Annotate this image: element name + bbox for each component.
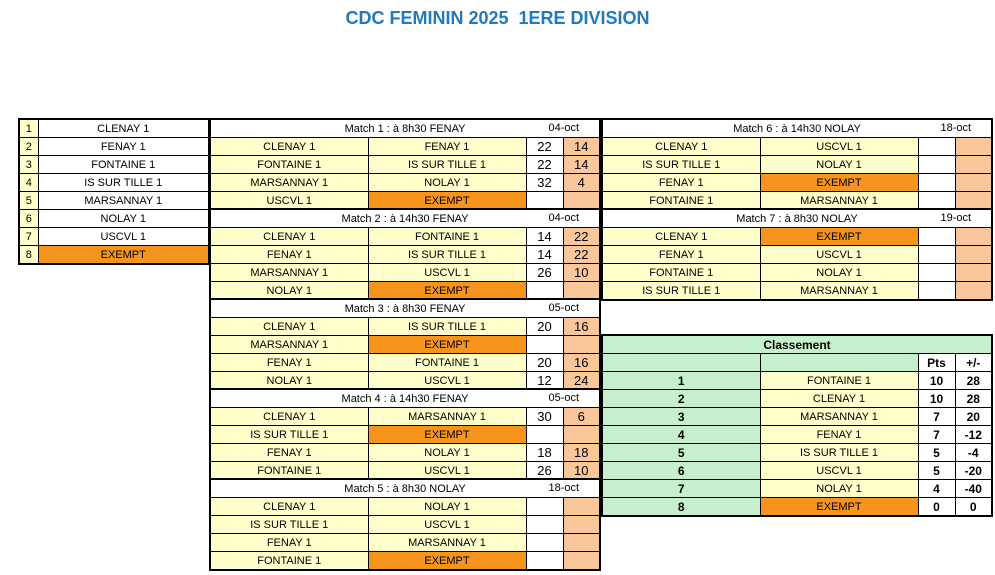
away-team: FENAY 1 xyxy=(368,138,526,156)
home-score xyxy=(918,228,955,246)
away-score xyxy=(955,246,992,264)
team-row xyxy=(19,246,209,265)
away-score: 24 xyxy=(563,372,600,391)
home-score xyxy=(918,246,955,264)
home-score xyxy=(918,264,955,282)
home-team: IS SUR TILLE 1 xyxy=(210,426,368,444)
away-team: EXEMPT xyxy=(760,174,918,192)
standings-header-diff: +/- xyxy=(955,354,992,372)
away-score xyxy=(955,156,992,174)
team-row xyxy=(19,138,209,156)
away-team: EXEMPT xyxy=(368,426,526,444)
away-team: EXEMPT xyxy=(368,336,526,354)
home-team: USCVL 1 xyxy=(210,192,368,211)
game-row xyxy=(602,264,992,282)
home-team: FENAY 1 xyxy=(210,354,368,372)
away-score: 10 xyxy=(563,264,600,282)
away-team: NOLAY 1 xyxy=(760,264,918,282)
away-team: MARSANNAY 1 xyxy=(368,408,526,426)
match-date: 04-oct xyxy=(548,212,580,224)
away-score: 14 xyxy=(563,156,600,174)
home-score xyxy=(526,426,563,444)
match-header xyxy=(602,209,992,228)
team-name: USCVL 1 xyxy=(38,228,209,246)
away-team: MARSANNAY 1 xyxy=(760,282,918,301)
team-number: 3 xyxy=(19,156,38,174)
standings-row xyxy=(602,498,992,517)
standings-header-pts: Pts xyxy=(918,354,955,372)
standings-pts: 5 xyxy=(918,462,955,480)
home-team: MARSANNAY 1 xyxy=(210,336,368,354)
standings-row xyxy=(602,480,992,498)
home-score: 22 xyxy=(526,138,563,156)
away-team: USCVL 1 xyxy=(368,372,526,391)
game-row xyxy=(602,246,992,264)
match-table xyxy=(601,208,993,301)
standings-row xyxy=(602,444,992,462)
match-title: Match 7 : à 8h30 NOLAY xyxy=(736,212,858,225)
home-team: CLENAY 1 xyxy=(210,138,368,156)
team-row xyxy=(19,228,209,246)
home-score xyxy=(918,282,955,301)
home-score: 18 xyxy=(526,444,563,462)
standings-team: FENAY 1 xyxy=(760,426,918,444)
home-score: 20 xyxy=(526,354,563,372)
standings-row xyxy=(602,372,992,390)
home-score: 26 xyxy=(526,264,563,282)
page-title: CDC FEMININ 2025 1ERE DIVISION xyxy=(345,8,650,28)
home-score xyxy=(526,516,563,534)
standings-diff: 20 xyxy=(955,408,992,426)
home-team: FONTAINE 1 xyxy=(210,552,368,571)
standings-pts: 7 xyxy=(918,426,955,444)
away-team: USCVL 1 xyxy=(368,462,526,481)
standings-rank: 2 xyxy=(602,390,760,408)
standings-pts: 10 xyxy=(918,372,955,390)
team-row xyxy=(19,156,209,174)
match-date: 05-oct xyxy=(548,392,580,404)
game-row xyxy=(210,354,600,372)
home-score xyxy=(526,336,563,354)
standings-diff: -20 xyxy=(955,462,992,480)
standings-diff: -12 xyxy=(955,426,992,444)
match-header xyxy=(210,299,600,318)
home-score xyxy=(526,552,563,571)
team-number: 5 xyxy=(19,192,38,210)
game-row xyxy=(210,318,600,336)
standings-row xyxy=(602,408,992,426)
away-score: 14 xyxy=(563,138,600,156)
team-name: IS SUR TILLE 1 xyxy=(38,174,209,192)
standings-header-blank xyxy=(760,354,918,372)
home-team: CLENAY 1 xyxy=(210,318,368,336)
game-row xyxy=(210,534,600,552)
away-team: NOLAY 1 xyxy=(368,174,526,192)
away-score xyxy=(955,228,992,246)
standings-pts: 4 xyxy=(918,480,955,498)
away-score xyxy=(563,426,600,444)
game-row xyxy=(210,426,600,444)
away-score: 22 xyxy=(563,228,600,246)
match-date: 04-oct xyxy=(548,122,580,134)
match-title: Match 2 : à 14h30 FENAY xyxy=(341,212,469,225)
team-number: 2 xyxy=(19,138,38,156)
home-score: 20 xyxy=(526,318,563,336)
home-score: 30 xyxy=(526,408,563,426)
home-team: CLENAY 1 xyxy=(602,228,760,246)
away-score xyxy=(563,516,600,534)
away-team: MARSANNAY 1 xyxy=(368,534,526,552)
away-team: IS SUR TILLE 1 xyxy=(368,318,526,336)
away-score xyxy=(955,174,992,192)
game-row xyxy=(210,156,600,174)
team-number: 6 xyxy=(19,210,38,228)
away-team: IS SUR TILLE 1 xyxy=(368,246,526,264)
standings-diff: 0 xyxy=(955,498,992,517)
game-row xyxy=(210,228,600,246)
game-row xyxy=(210,264,600,282)
home-score: 26 xyxy=(526,462,563,481)
standings-team: NOLAY 1 xyxy=(760,480,918,498)
away-score: 4 xyxy=(563,174,600,192)
home-team: CLENAY 1 xyxy=(210,228,368,246)
game-row xyxy=(210,444,600,462)
team-number: 8 xyxy=(19,246,38,265)
standings-diff: -40 xyxy=(955,480,992,498)
match-title: Match 4 : à 14h30 FENAY xyxy=(341,392,469,405)
standings-title: Classement xyxy=(602,335,992,354)
team-name: FENAY 1 xyxy=(38,138,209,156)
standings-rank: 3 xyxy=(602,408,760,426)
home-team: IS SUR TILLE 1 xyxy=(210,516,368,534)
game-row xyxy=(210,516,600,534)
match-table xyxy=(209,298,601,391)
team-number: 7 xyxy=(19,228,38,246)
away-score: 6 xyxy=(563,408,600,426)
match-header xyxy=(210,389,600,408)
home-score xyxy=(918,156,955,174)
away-score xyxy=(563,534,600,552)
standings-diff: 28 xyxy=(955,390,992,408)
game-row xyxy=(210,138,600,156)
away-team: EXEMPT xyxy=(368,192,526,211)
standings-rank: 1 xyxy=(602,372,760,390)
match-title: Match 5 : à 8h30 NOLAY xyxy=(344,482,466,495)
home-score: 22 xyxy=(526,156,563,174)
home-team: FENAY 1 xyxy=(602,174,760,192)
match-table xyxy=(209,478,601,571)
away-score xyxy=(563,552,600,571)
match-table xyxy=(209,388,601,481)
away-score: 16 xyxy=(563,318,600,336)
away-team: NOLAY 1 xyxy=(760,156,918,174)
away-team: FONTAINE 1 xyxy=(368,354,526,372)
home-team: FENAY 1 xyxy=(210,444,368,462)
standings-pts: 0 xyxy=(918,498,955,517)
standings-team: CLENAY 1 xyxy=(760,390,918,408)
standings-pts: 5 xyxy=(918,444,955,462)
standings-header-blank xyxy=(602,354,760,372)
standings-row xyxy=(602,462,992,480)
game-row xyxy=(210,408,600,426)
home-team: FONTAINE 1 xyxy=(602,192,760,211)
team-list xyxy=(18,118,210,265)
standings-team: FONTAINE 1 xyxy=(760,372,918,390)
standings-table xyxy=(601,334,993,517)
home-team: CLENAY 1 xyxy=(602,138,760,156)
home-team: IS SUR TILLE 1 xyxy=(602,282,760,301)
away-team: EXEMPT xyxy=(368,282,526,301)
team-row xyxy=(19,119,209,138)
match-header xyxy=(602,119,992,138)
away-score xyxy=(563,498,600,516)
home-score xyxy=(526,498,563,516)
home-score: 12 xyxy=(526,372,563,391)
standings-row xyxy=(602,390,992,408)
home-team: FENAY 1 xyxy=(210,246,368,264)
standings-rank: 6 xyxy=(602,462,760,480)
match-header xyxy=(210,479,600,498)
match-date: 18-oct xyxy=(940,122,972,134)
home-team: MARSANNAY 1 xyxy=(210,264,368,282)
home-score xyxy=(918,174,955,192)
match-date: 05-oct xyxy=(548,302,580,314)
team-name: FONTAINE 1 xyxy=(38,156,209,174)
standings-team: MARSANNAY 1 xyxy=(760,408,918,426)
game-row xyxy=(602,156,992,174)
home-team: CLENAY 1 xyxy=(210,408,368,426)
standings-diff: -4 xyxy=(955,444,992,462)
away-score: 22 xyxy=(563,246,600,264)
standings-diff: 28 xyxy=(955,372,992,390)
game-row xyxy=(210,174,600,192)
away-score xyxy=(955,138,992,156)
standings-rank: 8 xyxy=(602,498,760,517)
match-title: Match 1 : à 8h30 FENAY xyxy=(344,122,466,135)
match-table xyxy=(209,118,601,211)
team-name: EXEMPT xyxy=(38,246,209,265)
match-table xyxy=(209,208,601,301)
team-row xyxy=(19,210,209,228)
away-score xyxy=(563,336,600,354)
home-team: CLENAY 1 xyxy=(210,498,368,516)
home-team: FONTAINE 1 xyxy=(210,462,368,481)
home-team: FENAY 1 xyxy=(210,534,368,552)
away-team: USCVL 1 xyxy=(760,246,918,264)
team-row xyxy=(19,192,209,210)
match-title: Match 6 : à 14h30 NOLAY xyxy=(733,122,861,135)
team-name: CLENAY 1 xyxy=(38,119,209,138)
game-row xyxy=(602,138,992,156)
home-team: FONTAINE 1 xyxy=(602,264,760,282)
home-score: 14 xyxy=(526,228,563,246)
standings-row xyxy=(602,426,992,444)
home-score: 32 xyxy=(526,174,563,192)
away-team: EXEMPT xyxy=(368,552,526,571)
home-score xyxy=(526,534,563,552)
away-team: USCVL 1 xyxy=(368,516,526,534)
home-team: IS SUR TILLE 1 xyxy=(602,156,760,174)
away-team: MARSANNAY 1 xyxy=(760,192,918,211)
away-team: NOLAY 1 xyxy=(368,498,526,516)
game-row xyxy=(602,228,992,246)
standings-rank: 5 xyxy=(602,444,760,462)
away-team: NOLAY 1 xyxy=(368,444,526,462)
away-team: USCVL 1 xyxy=(760,138,918,156)
team-name: NOLAY 1 xyxy=(38,210,209,228)
away-score: 16 xyxy=(563,354,600,372)
home-team: FENAY 1 xyxy=(602,246,760,264)
team-name: MARSANNAY 1 xyxy=(38,192,209,210)
match-header xyxy=(210,209,600,228)
away-team: USCVL 1 xyxy=(368,264,526,282)
standings-rank: 7 xyxy=(602,480,760,498)
standings-team: IS SUR TILLE 1 xyxy=(760,444,918,462)
match-table xyxy=(601,118,993,211)
home-score: 14 xyxy=(526,246,563,264)
game-row xyxy=(602,174,992,192)
team-number: 1 xyxy=(19,119,38,138)
team-number: 4 xyxy=(19,174,38,192)
match-date: 19-oct xyxy=(940,212,972,224)
standings-pts: 7 xyxy=(918,408,955,426)
game-row xyxy=(210,336,600,354)
standings-team: EXEMPT xyxy=(760,498,918,517)
standings-pts: 10 xyxy=(918,390,955,408)
match-date: 18-oct xyxy=(548,482,580,494)
home-team: NOLAY 1 xyxy=(210,372,368,391)
standings-rank: 4 xyxy=(602,426,760,444)
away-score xyxy=(955,264,992,282)
home-team: MARSANNAY 1 xyxy=(210,174,368,192)
game-row xyxy=(602,282,992,301)
home-team: FONTAINE 1 xyxy=(210,156,368,174)
match-title: Match 3 : à 8h30 FENAY xyxy=(344,302,466,315)
away-score: 18 xyxy=(563,444,600,462)
team-row xyxy=(19,174,209,192)
away-team: EXEMPT xyxy=(760,228,918,246)
game-row xyxy=(210,498,600,516)
away-team: FONTAINE 1 xyxy=(368,228,526,246)
match-header xyxy=(210,119,600,138)
game-row xyxy=(210,246,600,264)
home-score xyxy=(918,138,955,156)
game-row xyxy=(210,552,600,571)
away-score: 10 xyxy=(563,462,600,481)
away-score xyxy=(955,282,992,301)
away-team: IS SUR TILLE 1 xyxy=(368,156,526,174)
standings-team: USCVL 1 xyxy=(760,462,918,480)
home-team: NOLAY 1 xyxy=(210,282,368,301)
